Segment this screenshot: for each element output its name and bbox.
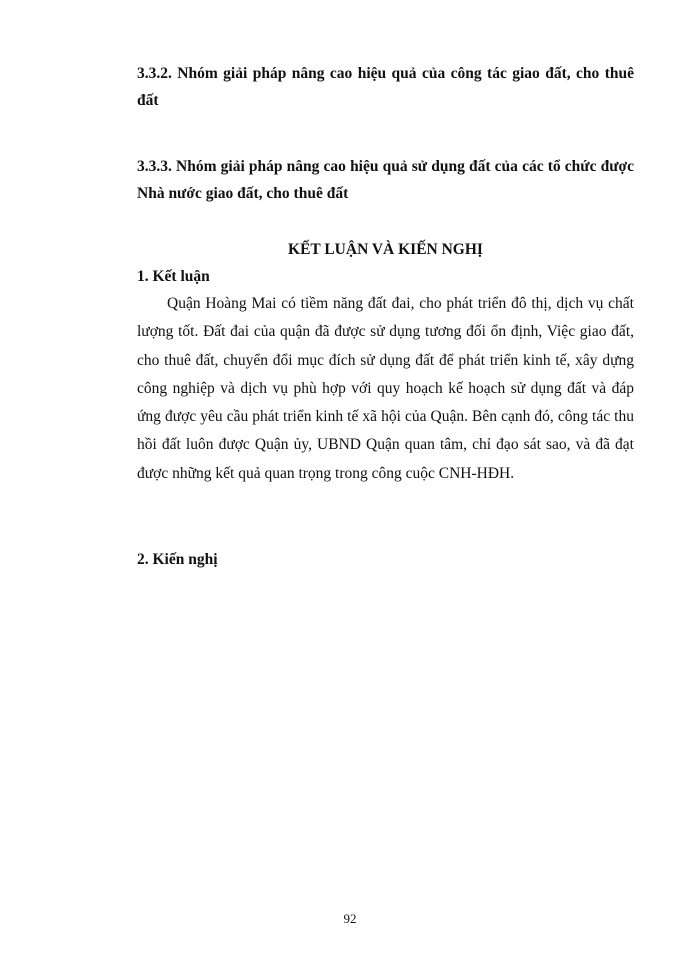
conclusion-heading: 1. Kết luận bbox=[137, 268, 210, 285]
chapter-title: KẾT LUẬN VÀ KIẾN NGHỊ bbox=[288, 241, 483, 258]
section-heading-3-3-3: 3.3.3. Nhóm giải pháp nâng cao hiệu quả sử dụng đất của các tổ chức được Nhà nước giao đất, cho thuê đất bbox=[137, 158, 634, 202]
section-heading-3-3-2: 3.3.2. Nhóm giải pháp nâng cao hiệu quả của công tác giao đất, cho thuê đất bbox=[137, 65, 634, 109]
conclusion-text: Quận Hoàng Mai có tiềm năng đất đai, cho phát triển đô thị, dịch vụ chất lượng tốt. Đất đai của quận đã được sử dụng tương đối ổn định, Việc giao đất, cho thuê đất, chuyển đổi mục đích sử dụng đất để phát triển kinh tế, xây dựng công nghiệp và dịch vụ phù hợp với quy hoạch kế hoạch sử dụng đất và đáp ứng được yêu cầu phát triển kinh tế xã hội của Quận. Bên cạnh đó, công tác thu hồi đất luôn được Quận ủy, UBND Quận quan tâm, chỉ đạo sát sao, và đã đạt được những kết quả quan trọng trong công cuộc CNH-HĐH. bbox=[137, 295, 634, 482]
conclusion-paragraph bbox=[137, 290, 634, 488]
page-number: 92 bbox=[343, 911, 357, 926]
recommendation-heading: 2. Kiến nghị bbox=[137, 551, 218, 568]
